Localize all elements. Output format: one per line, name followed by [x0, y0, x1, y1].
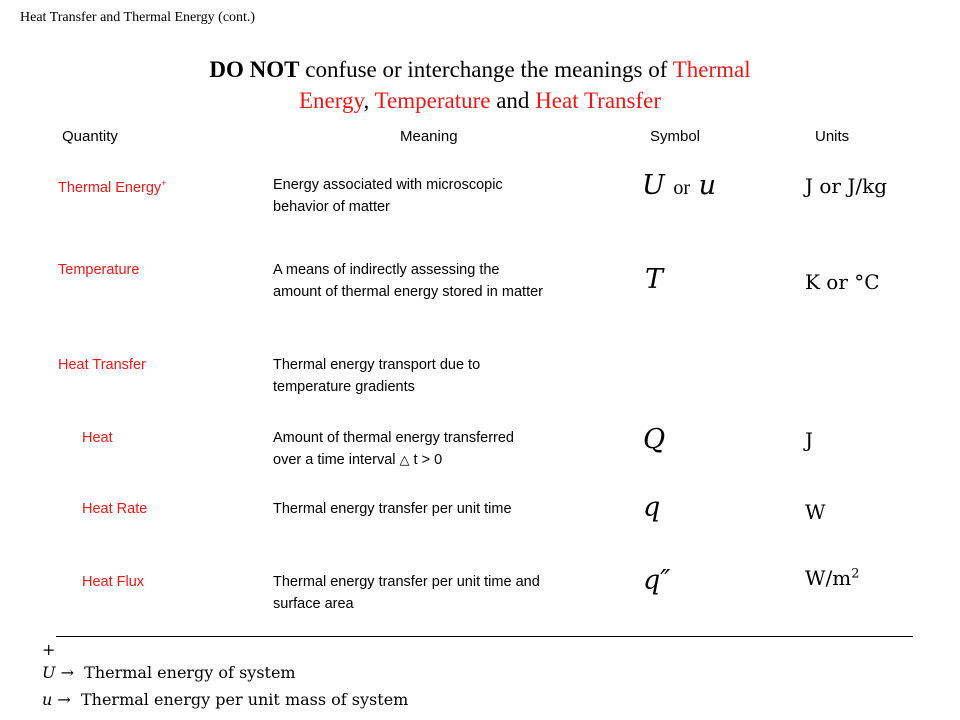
quantity-heat-flux: Heat Flux — [82, 574, 145, 590]
meaning-thermal-energy — [273, 174, 603, 218]
footnote-marker: + — [161, 177, 167, 188]
column-header-symbol: Symbol — [650, 128, 701, 145]
meaning-line: behavior of matter — [273, 199, 390, 215]
units-heat: J — [805, 428, 814, 452]
meaning-heat-rate: Thermal energy transfer per unit time — [273, 501, 512, 517]
quantity-heat: Heat — [82, 430, 113, 446]
footnote-line-1 — [42, 663, 296, 682]
symbol-u-lower: u — [698, 170, 717, 201]
meaning-line: surface area — [273, 596, 354, 612]
title-comma: , — [363, 88, 375, 113]
meaning-heat-transfer — [273, 354, 603, 398]
meaning-heat — [273, 427, 603, 471]
symbol-u-upper: U — [642, 170, 665, 201]
meaning-line: Thermal energy transfer per unit time and — [273, 574, 540, 590]
footnote-text: Thermal energy of system — [84, 663, 296, 682]
column-header-quantity: Quantity — [62, 128, 118, 145]
quantity-heat-transfer: Heat Transfer — [58, 357, 146, 373]
footnote-plus: + — [42, 640, 56, 659]
units-heat-flux — [805, 566, 860, 590]
delta-symbol: △ — [399, 452, 410, 467]
slide-title — [0, 54, 960, 116]
symbol-temperature: T — [645, 264, 664, 295]
units-thermal-energy: J or J/kg — [805, 174, 888, 198]
footnote-text: Thermal energy per unit mass of system — [80, 690, 409, 709]
meaning-line: A means of indirectly assessing the — [273, 262, 500, 278]
meaning-line: over a time interval — [273, 452, 396, 468]
footnote-line-2 — [42, 690, 408, 709]
meaning-line: Energy associated with microscopic — [273, 177, 503, 193]
meaning-temperature — [273, 259, 603, 303]
footnote-symbol: U — [42, 663, 56, 682]
footnote-symbol: u — [42, 690, 53, 709]
units-exponent: 2 — [851, 566, 860, 582]
title-and: and — [490, 88, 536, 113]
units-text: W/m — [805, 566, 852, 590]
title-energy: Energy — [298, 88, 364, 113]
meaning-heat-flux — [273, 571, 603, 615]
slide-header: Heat Transfer and Thermal Energy (cont.) — [20, 10, 256, 25]
quantity-thermal-energy — [58, 177, 167, 196]
arrow-icon: → — [57, 690, 71, 709]
footnote-divider — [56, 636, 913, 637]
title-emphasis: DO NOT — [209, 57, 300, 82]
meaning-line: temperature gradients — [273, 379, 415, 395]
symbol-thermal-energy — [642, 170, 716, 201]
symbol-heat: Q — [643, 424, 666, 455]
meaning-line: Amount of thermal energy transferred — [273, 430, 514, 446]
symbol-heat-rate: q — [643, 492, 661, 523]
title-temperature: Temperature — [374, 88, 491, 113]
quantity-temperature: Temperature — [58, 262, 140, 278]
meaning-line: amount of thermal energy stored in matter — [273, 284, 543, 300]
column-header-meaning: Meaning — [400, 128, 458, 145]
units-temperature: K or °C — [805, 270, 880, 294]
title-thermal: Thermal — [672, 57, 751, 82]
quantity-label: Thermal Energy — [58, 179, 162, 196]
quantity-heat-rate: Heat Rate — [82, 501, 148, 517]
title-text: confuse or interchange the meanings of — [299, 57, 673, 82]
arrow-icon: → — [60, 663, 74, 682]
symbol-or: or — [673, 177, 691, 199]
units-heat-rate: W — [805, 500, 826, 524]
meaning-line: t > 0 — [409, 452, 443, 468]
column-header-units: Units — [815, 128, 850, 145]
meaning-line: Thermal energy transport due to — [273, 357, 481, 373]
title-heat-transfer: Heat Transfer — [535, 88, 662, 113]
symbol-heat-flux: q″ — [643, 565, 671, 596]
